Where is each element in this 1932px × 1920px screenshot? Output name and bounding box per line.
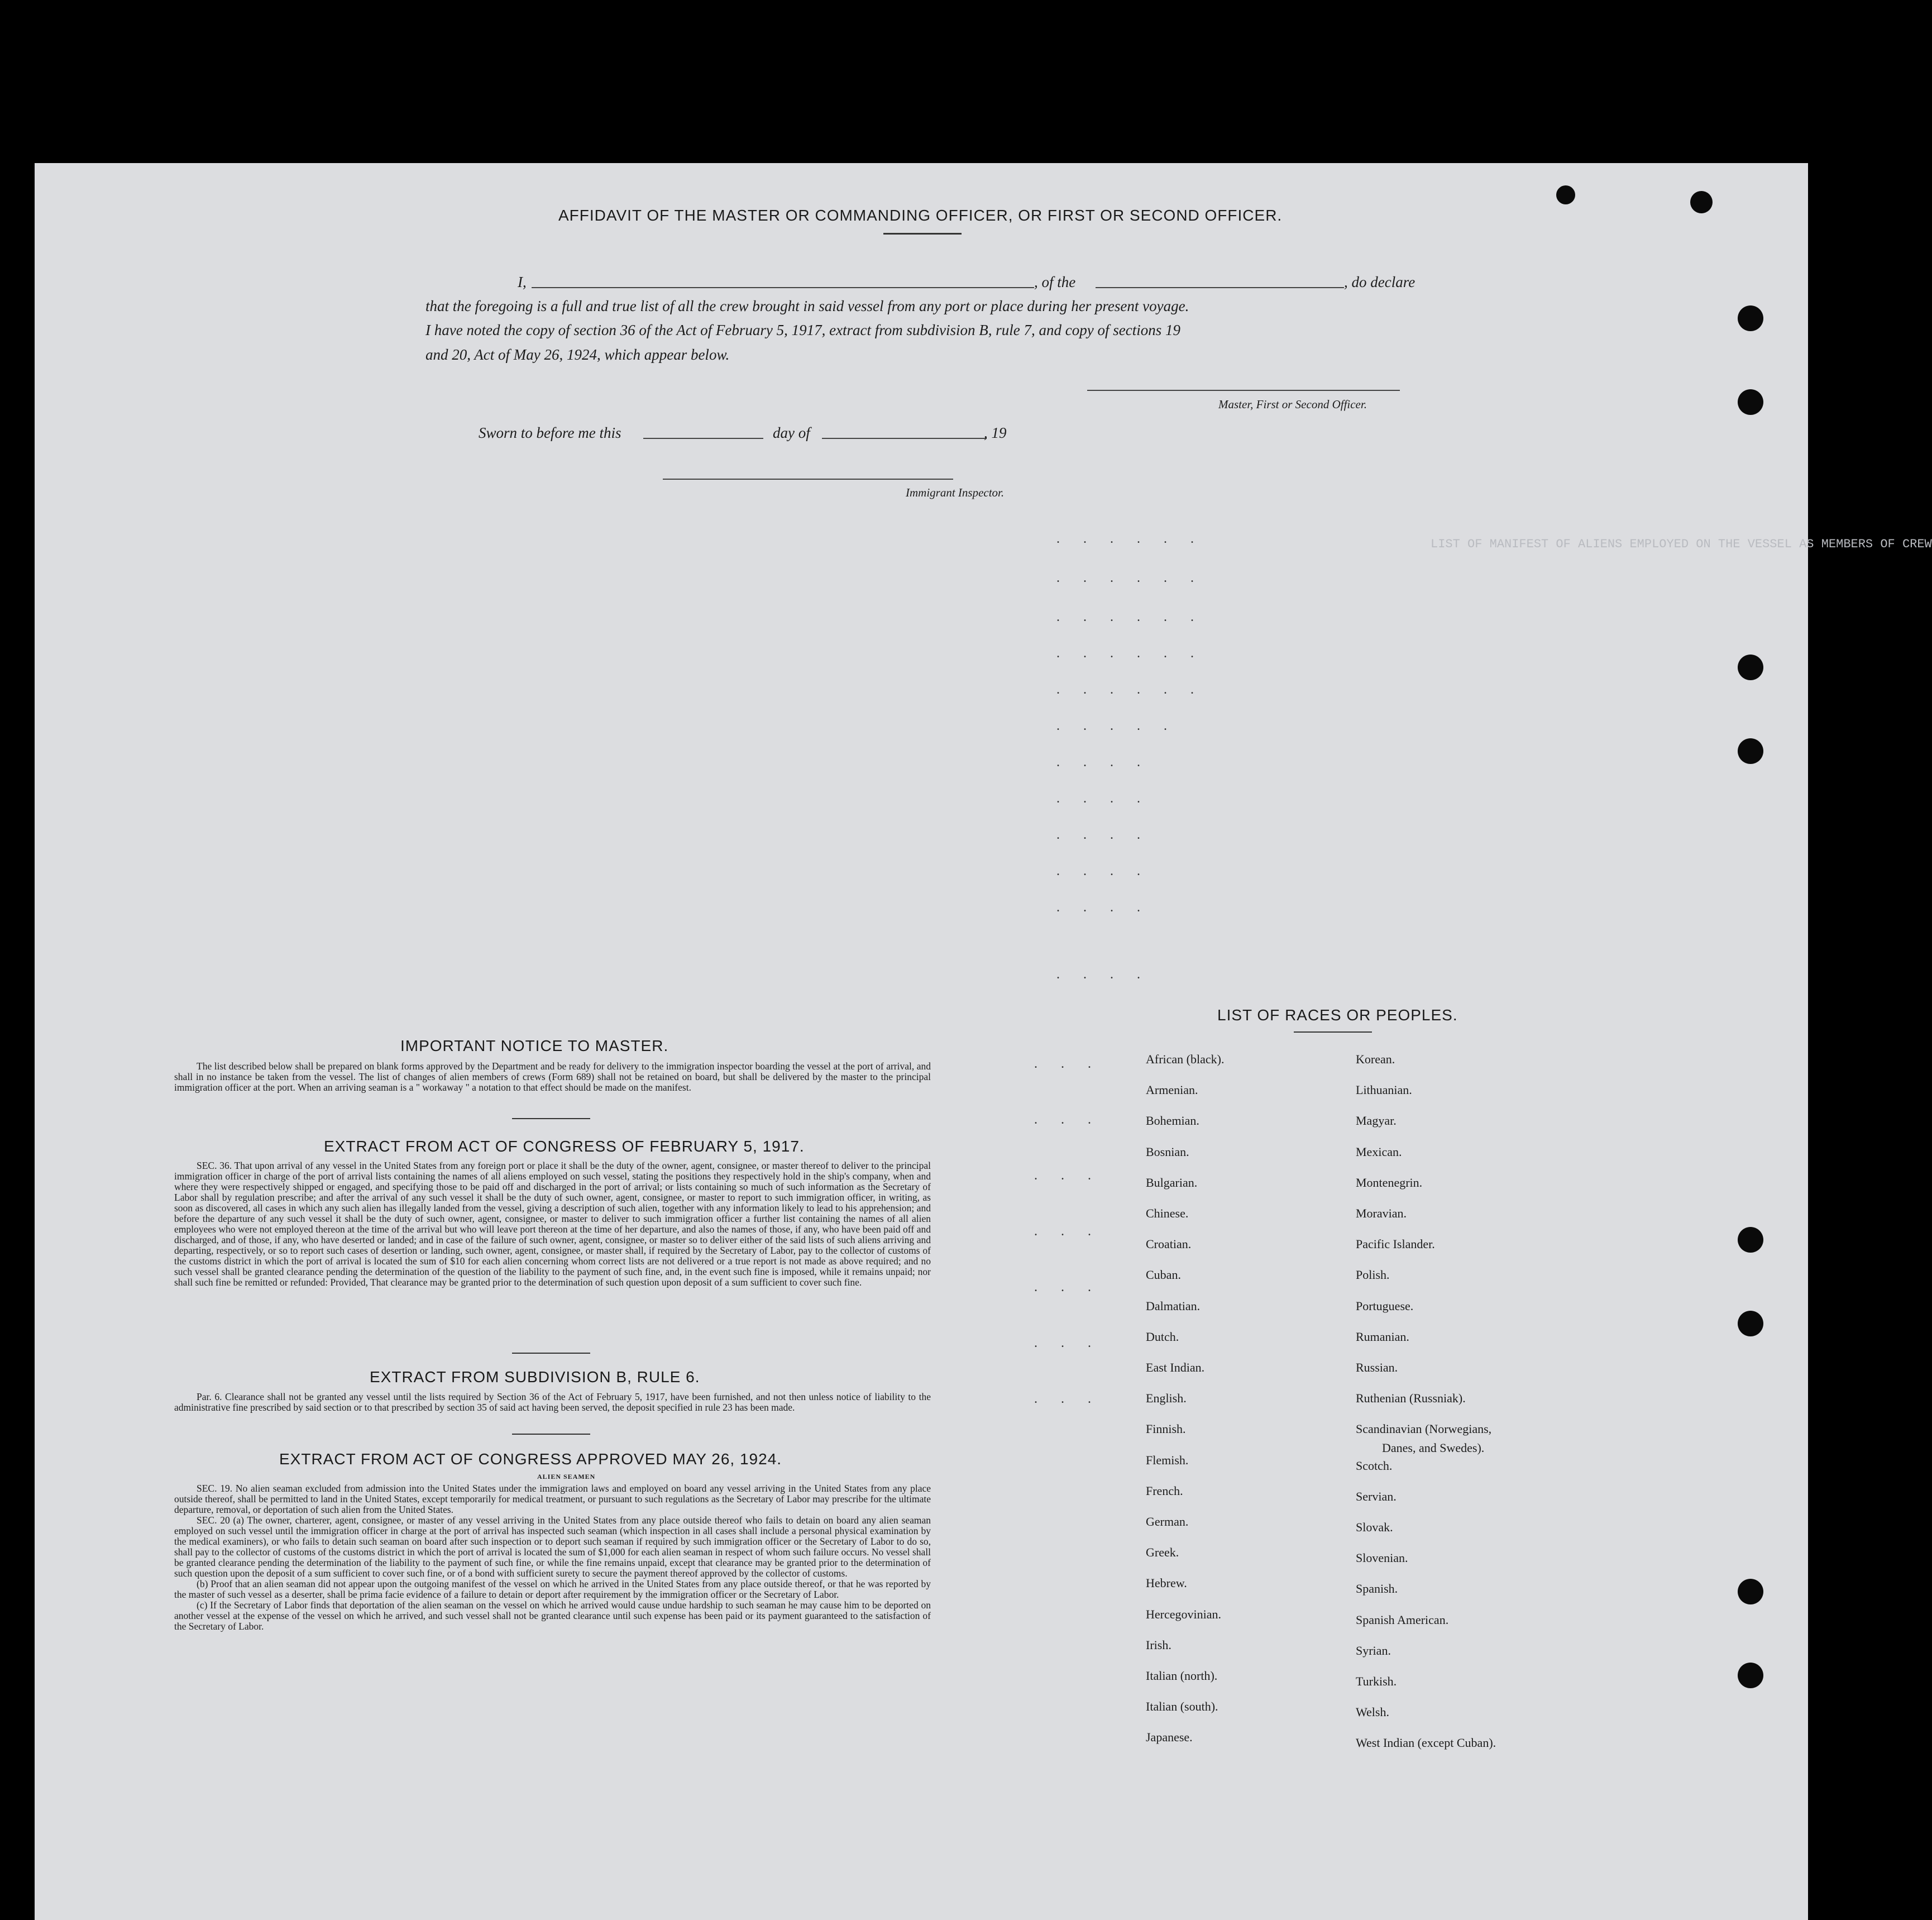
race-item: Greek.: [1146, 1545, 1179, 1560]
race-item: Welsh.: [1356, 1705, 1389, 1720]
punch-hole: [1738, 1311, 1763, 1336]
race-item: Bohemian.: [1146, 1114, 1199, 1128]
sec20c-paragraph: (c) If the Secretary of Labor finds that deportation of the alien seaman on the vessel on which he arrived would cause undue hardship to such seaman he may cause him to be deported on another vessel at the expense of the vessel on which he arrived, and such vessel shall not be granted clearance until such expense has been paid or its payment guaranteed to the satisfaction of the Secretary of Labor.: [174, 1599, 931, 1632]
race-item: Korean.: [1356, 1052, 1395, 1066]
race-item: Servian.: [1356, 1489, 1397, 1503]
dot-marks: . . . . .: [1056, 719, 1177, 733]
dot-marks: . . . .: [1056, 828, 1150, 842]
race-item: Mexican.: [1356, 1144, 1402, 1159]
race-item: Japanese.: [1146, 1730, 1193, 1745]
dot-marks: . . .: [1034, 1392, 1101, 1406]
dot-marks: . . .: [1034, 1280, 1101, 1295]
dot-marks: . . . . . .: [1056, 682, 1204, 697]
race-item: Armenian.: [1146, 1083, 1198, 1097]
race-item: Dutch.: [1146, 1329, 1179, 1344]
extract-1924-title: EXTRACT FROM ACT OF CONGRESS APPROVED MAY 26, 1924.: [279, 1450, 782, 1468]
subdivision-b-text: [174, 1392, 931, 1413]
sworn-day-blank: [643, 438, 763, 439]
race-item: Spanish.: [1356, 1582, 1398, 1596]
punch-hole: [1738, 1227, 1763, 1253]
race-item: Bulgarian.: [1146, 1175, 1198, 1190]
punch-hole: [1738, 1663, 1763, 1688]
punch-hole: [1556, 185, 1575, 204]
race-item: Irish.: [1146, 1637, 1171, 1652]
sec20a-paragraph: SEC. 20 (a) The owner, charterer, agent, consignee, or master of any vessel arriving in the United States from any place outside thereof who fails to detain on board any alien seaman employed on such vessel until the immigration officer in charge at the port of arrival has inspected such seaman (which inspection in all cases shall include a personal physical examination by the medical examiners), or who fails to detain such seaman on board after such inspection or to deport such seaman if required by such immigration officer or the Secretary of Labor to do so, shall pay to the collector of customs of the customs district in which the port of arrival is located the sum of $1,000 for each alien seaman in respect of whom such failure occurs. No vessel shall be granted clearance pending the determination of the liability to the payment of such fine, or while the fine remains unpaid, except that clearance may be granted prior to the determination of such question upon the deposit of a sum sufficient to cover such fine, or of a bond with sufficient surety to secure the payment thereof approved by the collector of customs.: [174, 1515, 931, 1579]
name-blank: [532, 287, 1034, 288]
dot-marks: . . . .: [1056, 755, 1150, 770]
race-item: Bosnian.: [1146, 1144, 1189, 1159]
punch-hole: [1738, 738, 1763, 764]
dot-marks: . . . . . .: [1056, 571, 1204, 585]
declare-line3: I have noted the copy of section 36 of the Act of February 5, 1917, extract from subdivision B, rule 7, and copy of sections 19: [425, 322, 1180, 338]
section-rule: [512, 1118, 590, 1119]
dot-marks: . . . .: [1056, 791, 1150, 806]
section-rule: [512, 1434, 590, 1435]
race-item: Magyar.: [1356, 1114, 1397, 1128]
race-item: Italian (south).: [1146, 1699, 1218, 1714]
dot-marks: . . . .: [1056, 900, 1150, 915]
bleed-through-row: LIST OF MANIFEST OF ALIENS EMPLOYED ON THE VESSEL AS MEMBERS OF CREW: [1431, 537, 1932, 551]
extract-1917-text: [174, 1160, 931, 1288]
title-rule: [883, 233, 962, 235]
dot-marks: . . . . . .: [1056, 532, 1204, 546]
race-item: Chinese.: [1146, 1206, 1189, 1220]
race-item: West Indian (except Cuban).: [1356, 1736, 1496, 1750]
race-item: Moravian.: [1356, 1206, 1407, 1220]
race-item: Spanish American.: [1356, 1612, 1449, 1627]
notice-paragraph: The list described below shall be prepared on blank forms approved by the Department and be ready for delivery to the immigration inspector boarding the vessel at the port of arrival, and shall in no instance be taken from the vessel. The list of changes of alien members of crews (Form 689) shall not be retained on board, but shall be delivered by the master to the principal immigration officer at the port. When an arriving seaman is a " workaway " a notation to that effect should be made on the manifest.: [174, 1061, 931, 1093]
document-sheet: [35, 163, 1932, 1920]
subdivision-b-title: EXTRACT FROM SUBDIVISION B, RULE 6.: [370, 1368, 700, 1386]
race-item: English.: [1146, 1391, 1187, 1406]
race-item: Dalmatian.: [1146, 1298, 1201, 1313]
notice-title: IMPORTANT NOTICE TO MASTER.: [400, 1037, 669, 1054]
sworn-month-blank: [822, 438, 987, 439]
alien-seamen-subtitle: ALIEN SEAMEN: [537, 1473, 596, 1480]
extract-1924-text: [174, 1483, 931, 1632]
race-item: Croatian.: [1146, 1237, 1192, 1252]
master-signature-label: Master, First or Second Officer.: [1218, 398, 1367, 411]
punch-hole: [1738, 655, 1763, 680]
dot-marks: . . . . . .: [1056, 646, 1204, 661]
section-rule: [512, 1353, 590, 1354]
race-item: German.: [1146, 1515, 1189, 1529]
declare-i: I,: [518, 274, 527, 290]
race-item: Rumanian.: [1356, 1329, 1409, 1344]
dot-marks: . . .: [1034, 1168, 1101, 1183]
sworn-year: , 19: [984, 424, 1007, 441]
subdivision-b-paragraph: Par. 6. Clearance shall not be granted any vessel until the lists required by Section 36 of the Act of February 5, 1917, have been furnished, and not then unless notice of liability to the administrative fine prescribed by said section or to that prescribed by section 35 of said act having been served, the deposit specified in rule 23 has been made.: [174, 1391, 931, 1413]
punch-hole: [1738, 389, 1763, 415]
race-item: Portuguese.: [1356, 1298, 1414, 1313]
dot-marks: . . . .: [1056, 864, 1150, 878]
dot-marks: . . .: [1034, 1336, 1101, 1350]
race-item: Polish.: [1356, 1268, 1390, 1282]
race-item: Montenegrin.: [1356, 1175, 1423, 1190]
race-item: Italian (north).: [1146, 1669, 1218, 1683]
races-title: LIST OF RACES OR PEOPLES.: [1217, 1006, 1458, 1024]
affidavit-title: AFFIDAVIT OF THE MASTER OR COMMANDING OFFICER, OR FIRST OR SECOND OFFICER.: [558, 207, 1283, 224]
declare-line4: and 20, Act of May 26, 1924, which appear below.: [425, 346, 730, 363]
race-item: Hercegovinian.: [1146, 1607, 1221, 1621]
declare-do-declare: , do declare: [1344, 274, 1415, 290]
race-item: East Indian.: [1146, 1360, 1205, 1374]
race-item: African (black).: [1146, 1052, 1225, 1066]
sec20b-paragraph: (b) Proof that an alien seaman did not appear upon the outgoing manifest of the vessel on which he arrived in the United States from any place outside thereof, or that he was reported by the master of such vessel as a deserter, shall be prima facie evidence of a failure to detain or deport after requirement by the immigration officer or the Secretary of Labor.: [174, 1578, 931, 1600]
extract-1917-paragraph: SEC. 36. That upon arrival of any vessel in the United States from any foreign port or place it shall be the duty of the owner, agent, consignee, or master thereof to deliver to the principal immigration officer in charge of the port of arrival lists containing the names of all aliens employed on such vessel, stating the positions they respectively hold in the ship's company, when and where they were respectively shipped or engaged, and specifying those to be paid off and discharged in the port of arrival; or lists containing so much of such information as the Secretary of Labor shall by regulation prescribe; and after the arrival of any such vessel it shall be the duty of such owner, agent, consignee, or master to report to such immigration officer, in writing, as soon as discovered, all cases in which any such alien has illegally landed from the vessel, giving a description of such alien, together with any information likely to lead to his apprehension; and before the departure of any such vessel it shall be the duty of such owner, agent, consignee, or master to deliver to such immigration officer a further list containing the names of all alien employees who were not employed thereon at the time of the arrival but who will leave port thereon at the time of her departure, and also the names of those, if any, who have been paid off and discharged, and of those, if any, who have deserted or landed; and in case of the failure of such owner, agent, consignee, or master so to deliver either of the said lists of such aliens arriving and departing, respectively, or so to report such cases of desertion or landing, such owner, agent, consignee, or master shall, if required by the Secretary of Labor, pay to the collector of customs of the customs district in which the port of arrival is located the sum of $10 for each alien concerning whom correct lists are not delivered or a true report is not made as above required; and no such vessel shall be granted clearance pending the determination of the question of the liability to the payment of such fine, and, in the event such fine is imposed, while it remains unpaid; nor shall such fine be remitted or refunded: Provided, That clearance may be granted prior to the determination of such question upon deposit of a sum sufficient to cover such fine.: [174, 1160, 931, 1288]
race-item: Flemish.: [1146, 1453, 1189, 1467]
race-item: Lithuanian.: [1356, 1083, 1412, 1097]
inspector-label: Immigrant Inspector.: [906, 486, 1005, 499]
sworn-day-of: day of: [773, 424, 810, 441]
race-item: Syrian.: [1356, 1643, 1391, 1658]
dot-marks: . . .: [1034, 1112, 1101, 1127]
punch-hole: [1738, 1579, 1763, 1604]
inspector-signature-line: [663, 479, 953, 480]
race-item: Cuban.: [1146, 1268, 1181, 1282]
master-signature-line: [1087, 390, 1400, 391]
dot-marks: . . .: [1034, 1224, 1101, 1239]
vessel-blank: [1096, 287, 1344, 288]
dot-marks: . . . .: [1056, 967, 1150, 982]
extract-1917-title: EXTRACT FROM ACT OF CONGRESS OF FEBRUARY 5, 1917.: [324, 1138, 805, 1155]
race-item: Slovak.: [1356, 1520, 1393, 1534]
sworn-prefix: Sworn to before me this: [479, 424, 621, 441]
race-item: Scotch.: [1356, 1458, 1393, 1473]
race-item: Slovenian.: [1356, 1551, 1408, 1565]
race-item: Pacific Islander.: [1356, 1237, 1435, 1252]
notice-text: [174, 1061, 931, 1093]
dot-marks: . . . . . .: [1056, 610, 1204, 624]
race-item: French.: [1146, 1483, 1183, 1498]
section-rule: [1294, 1031, 1372, 1033]
dot-marks: . . .: [1034, 1057, 1101, 1071]
declare-of-the: , of the: [1034, 274, 1076, 290]
punch-hole: [1738, 305, 1763, 331]
race-item: Russian.: [1356, 1360, 1398, 1374]
race-item: Scandinavian (Norwegians,: [1356, 1422, 1492, 1436]
race-item: Ruthenian (Russniak).: [1356, 1391, 1466, 1406]
race-item: Hebrew.: [1146, 1576, 1187, 1591]
declare-line2: that the foregoing is a full and true list of all the crew brought in said vessel from any port or place during her present voyage.: [425, 298, 1189, 314]
sec19-paragraph: SEC. 19. No alien seaman excluded from admission into the United States under the immigration laws and employed on board any vessel arriving in the United States from any place outside thereof, shall be permitted to land in the United States, except temporarily for medical treatment, or pursuant to such regulations as the Secretary of Labor may prescribe for the ultimate departure, removal, or deportation of such alien from the United States.: [174, 1483, 931, 1515]
race-item: Finnish.: [1146, 1422, 1186, 1436]
race-scandinavian-cont: Danes, and Swedes).: [1382, 1441, 1485, 1455]
punch-hole: [1690, 191, 1713, 213]
race-item: Turkish.: [1356, 1674, 1397, 1688]
